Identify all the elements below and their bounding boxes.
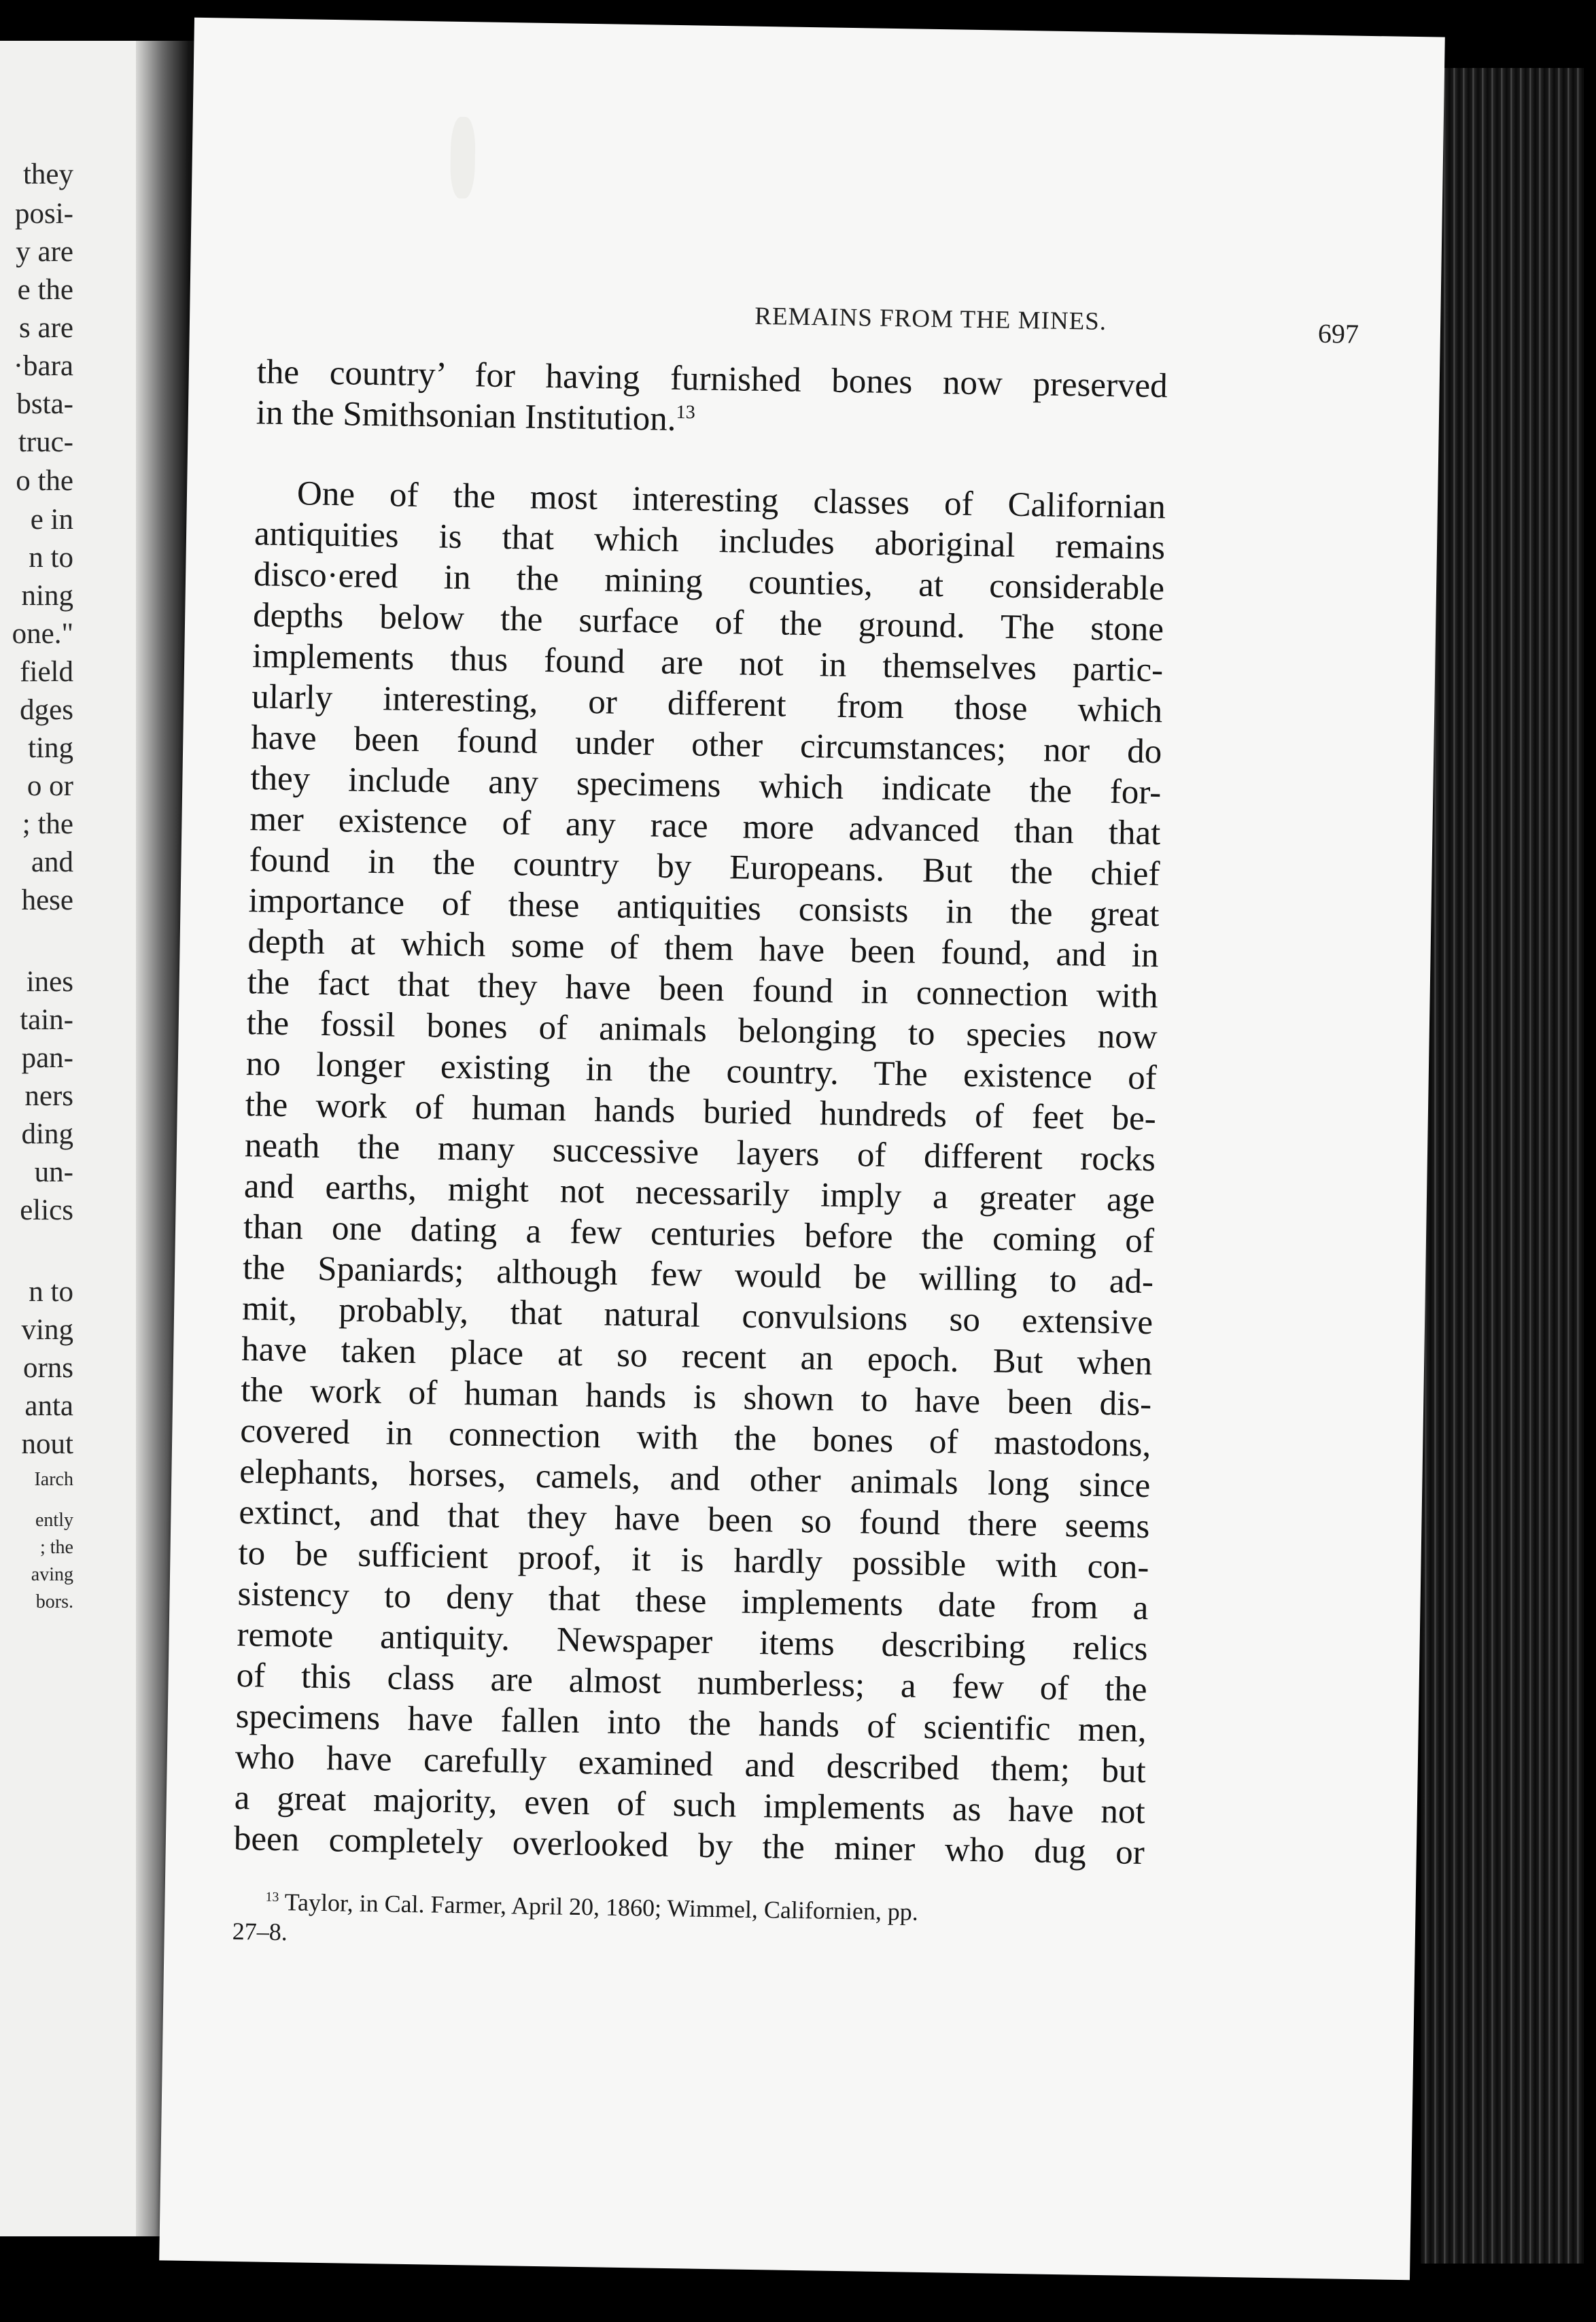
text-line: disco·ered in the mining counties, at considerable [253,555,1165,608]
left-page-text-fragment: pan- [21,1042,73,1074]
text-line: a great majority, even of such implements as have not [234,1779,1146,1832]
text-line: the work of human hands buried hundreds of feet be- [245,1086,1157,1139]
left-page-text-fragment: dges [20,694,73,726]
page-body [232,351,1168,1960]
left-page-text-fragment: e the [17,274,73,306]
text-line: mit, probably, that natural convulsions so extensive [241,1289,1153,1342]
left-page-text-fragment: and [31,846,73,878]
left-page-text-fragment: nout [21,1428,73,1460]
left-page-text-fragment: field [20,656,73,688]
left-page-text-fragment: s are [19,312,73,344]
left-page-text-fragment: anta [24,1390,73,1422]
text-line: been completely overlooked by the miner who dug or [233,1819,1145,1873]
text-line: sistency to deny that these implements date from a [237,1575,1149,1628]
left-page-text-fragment: y are [16,236,73,268]
left-page-text-fragment: ; the [40,1537,73,1558]
text-line: the Spaniards; although few would be willing to ad- [242,1249,1154,1302]
left-page-text-fragment: bors. [35,1591,73,1612]
text-line: specimens have fallen into the hands of scientific men, [235,1697,1147,1750]
text-line: than one dating a few centuries before the coming of [243,1208,1155,1261]
left-page-text-fragment: n to [29,542,73,574]
text-line: have been found under other circumstances; nor do [250,718,1162,772]
text-line: elephants, horses, camels, and other animals long since [239,1453,1151,1506]
left-page-text-fragment: orns [22,1352,73,1384]
left-page-text-fragment: o or [27,770,73,802]
paragraph [233,472,1166,1873]
text-line: antiquities is that which includes aboriginal remains [254,515,1166,568]
left-page-text-fragment: o the [16,465,73,497]
left-page-text-fragment: e in [30,504,73,536]
text-line: mer existence of any race more advanced than that [249,800,1161,853]
left-page-text-fragment: bsta- [16,388,73,420]
text-line: depths below the surface of the ground. The stone [252,596,1164,649]
left-page-text-fragment: one." [12,618,73,650]
left-page-text-fragment: posi- [15,198,73,230]
text-line: and earths, might not necessarily imply a greater age [243,1167,1156,1220]
text-line: no longer existing in the country. The existence of [245,1045,1158,1098]
footnote [232,1886,1143,1960]
text-line: extinct, and that they have been so found there seems [239,1493,1150,1546]
text-line: neath the many successive layers of different rocks [244,1126,1156,1179]
running-head: REMAINS FROM THE MINES. [754,302,1107,336]
text-line: the fact that they have been found in connection with [247,963,1159,1016]
footnote-line: 27–8. [232,1917,288,1946]
left-page-text-fragment: hese [21,884,73,916]
left-page-text-fragment: ding [21,1118,73,1150]
text-line: ularly interesting, or different from those which [251,678,1163,731]
text-line: implements thus found are not in themselves partic- [251,637,1164,690]
text-line: who have carefully examined and described them; but [235,1738,1147,1791]
text-line: found in the country by Europeans. But the chief [249,841,1160,894]
left-page-text-fragment: ·bara [13,350,73,382]
left-page-text-fragment: ving [21,1314,73,1346]
text-line: importance of these antiquities consists in the great [248,882,1160,935]
text-line: remote antiquity. Newspaper items describing relics [237,1616,1148,1669]
carryover-text [256,351,1168,447]
text-line: of this class are almost numberless; a few of the [236,1657,1147,1710]
text-line: covered in connection with the bones of mastodons, [239,1412,1151,1465]
left-page-text-fragment: ners [24,1080,73,1112]
left-page-text-fragment: un- [34,1156,73,1188]
left-facing-page [0,41,150,2236]
left-page-text-fragment: truc- [18,426,73,458]
text-line: they include any specimens which indicate the for- [250,759,1162,812]
left-page-text-fragment: ning [21,580,73,612]
footnote-line: $^{13}$ Taylor, in Cal. Farmer, April 20, 1860; Wimmel, Californien, pp. [265,1888,919,1926]
footnote-number: 13 [265,1889,279,1905]
book-page [159,18,1445,2280]
left-page-text-fragment: ; the [22,808,73,840]
left-page-text-fragment: n to [29,1276,73,1308]
text-line: depth at which some of them have been found, and in [247,922,1159,975]
left-page-text-fragment: aving [31,1564,73,1585]
text-line: the fossil bones of animals belonging to species now [246,1004,1158,1057]
left-page-text-fragment: ines [26,966,73,998]
footnote-reference: 13 [676,401,695,423]
paper-blemish [450,117,476,199]
left-page-text-fragment: ting [28,732,73,764]
left-page-text-fragment: tain- [20,1004,73,1036]
text-line: the work of human hands is shown to have been dis- [240,1371,1152,1424]
book-page-edges [1421,68,1584,2264]
text-line: in the Smithsonian Institution.$^{13}$ [256,394,695,438]
left-page-text-fragment: they [22,158,73,190]
left-page-text-fragment: ently [35,1510,73,1531]
left-page-text-fragment: elics [20,1194,73,1226]
text-line: have taken place at so recent an epoch. But when [241,1330,1153,1383]
left-page-text-fragment: Iarch [34,1469,73,1490]
text-line: the country’ for having furnished bones now preserved [256,353,1168,406]
text-line: to be sufficient proof, it is hardly possible with con- [238,1534,1149,1587]
text-line: One of the most interesting classes of Californian [296,474,1166,527]
page-number: 697 [1317,317,1359,349]
